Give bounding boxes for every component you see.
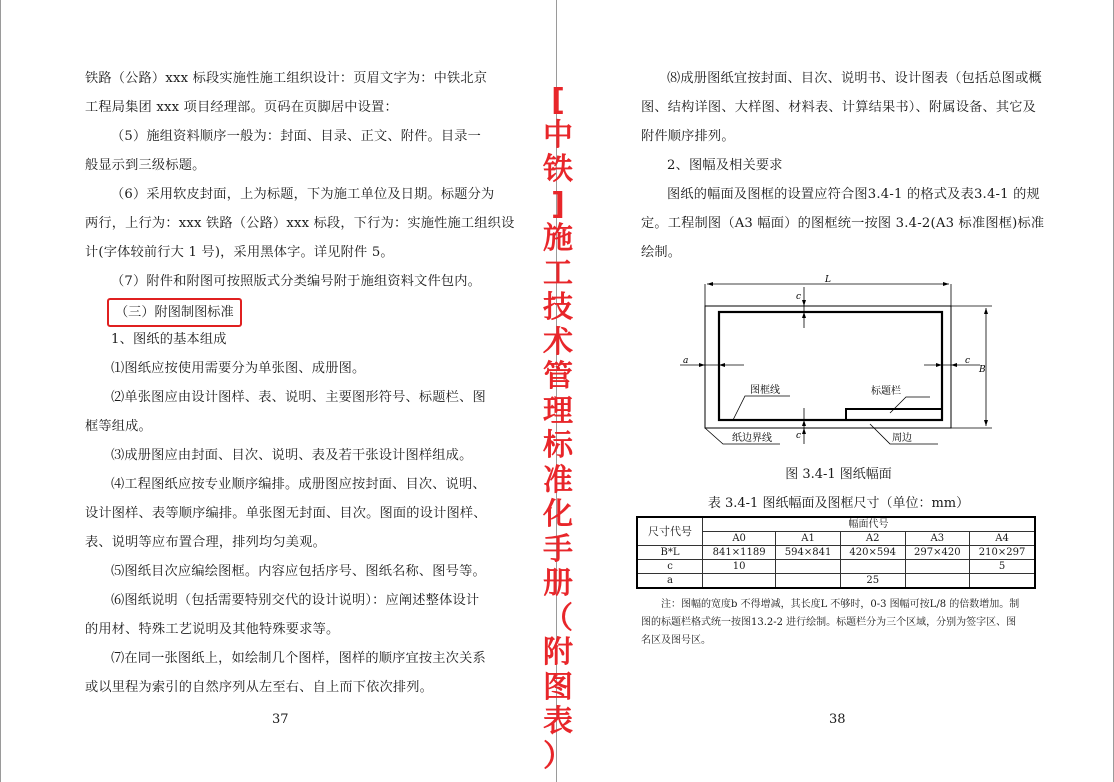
table-caption: 表 3.4-1 图纸幅面及图框尺寸（单位：mm）: [707, 496, 970, 511]
banner-char: 准: [543, 462, 573, 498]
row-label: c: [637, 560, 703, 574]
table-cell: 420×594: [840, 546, 905, 560]
banner-char: 中: [543, 117, 573, 153]
body-line: 计(字体较前行大 1 号)，采用黑体字。详见附件 5。: [85, 245, 394, 260]
table-cell: 297×420: [905, 546, 970, 560]
body-line: 工程局集团 xxx 项目经理部。页码在页脚居中设置：: [85, 100, 398, 115]
note-line: 图的标题栏格式统一按图13.2-2 进行绘制。标题栏分为三个区域，分别为签字区、图: [641, 617, 1017, 628]
body-line: ⑵单张图应由设计图样、表、说明、主要图形符号、标题栏、图: [111, 390, 486, 405]
body-line: 的用材、特殊工艺说明及其他特殊要求等。: [85, 622, 340, 637]
table-cell: [840, 560, 905, 574]
banner-char: 铁: [543, 152, 573, 187]
label-a: a: [683, 356, 689, 366]
label-c-bottom: c: [796, 431, 802, 441]
label-frame-line: 图框线: [750, 385, 780, 396]
body-line: 表、说明等应布置合理，排列均匀美观。: [85, 535, 326, 550]
note-line: 注：图幅的宽度b 不得增减，其长度L 不够时，0-3 图幅可按L/8 的倍数增加。制: [661, 599, 1020, 610]
label-B: B: [979, 365, 986, 375]
table-cell: [970, 574, 1035, 589]
table-cell: 5: [970, 560, 1035, 574]
banner-char: 表: [543, 704, 573, 739]
subsection-heading: 2、图幅及相关要求: [667, 158, 783, 173]
table-cell: 25: [840, 574, 905, 589]
figure-caption: 图 3.4-1 图纸幅面: [785, 467, 892, 482]
column-header: A4: [970, 532, 1035, 546]
page-number-left: 37: [272, 712, 289, 727]
banner-char: 标: [543, 428, 573, 463]
label-margin: 周边: [892, 433, 912, 444]
page-edge-left: [0, 0, 1, 782]
row-label: a: [637, 574, 703, 589]
banner-char: ]: [551, 186, 565, 222]
table-cell: [776, 560, 841, 574]
body-line: 绘制。: [641, 245, 682, 260]
body-line: 框等组成。: [85, 419, 152, 434]
label-paper-edge: 纸边界线: [732, 433, 772, 444]
title-block-outline: [846, 409, 942, 420]
body-line: ⑸图纸目次应编绘图框。内容应包括序号、图纸名称、图号等。: [111, 564, 486, 579]
table-cell: [905, 560, 970, 574]
highlighted-section-heading: （三）附图制图标准: [107, 298, 242, 327]
page-number-right: 38: [829, 712, 846, 727]
banner-char: 手: [543, 531, 573, 567]
body-line: ⑷工程图纸应按专业顺序编排。成册图应按封面、目次、说明、: [111, 477, 486, 492]
banner-char: [: [551, 83, 565, 118]
column-header: A1: [776, 532, 841, 546]
body-line: 铁路（公路）xxx 标段实施性施工组织设计：页眉文字为：中铁北京: [85, 71, 488, 86]
body-line: （6）采用软皮封面，上为标题，下为施工单位及日期。标题分为: [111, 187, 495, 202]
banner-char: 化: [543, 497, 573, 532]
table-row: [637, 574, 1035, 589]
manual-title-banner: [541, 84, 575, 774]
banner-char: （: [543, 600, 573, 636]
banner-char: 理: [543, 393, 573, 429]
table-cell: [776, 574, 841, 589]
body-line: ⑹图纸说明（包括需要特别交代的设计说明）：应阐述整体设计: [111, 593, 480, 608]
highlighted-heading-row: [85, 296, 477, 325]
table-row: [637, 546, 1035, 560]
banner-char: 施: [543, 221, 573, 256]
body-line: 设计图样、表等顺序编排。单张图无封面、目次。图面的设计图样、: [85, 506, 487, 521]
body-line: 图纸的幅面及图框的设置应符合图3.4-1 的格式及表3.4-1 的规: [667, 187, 1040, 202]
column-header: A3: [905, 532, 970, 546]
banner-char: 技: [543, 290, 573, 325]
table-cell: [703, 574, 776, 589]
drawing-frame-rect: [719, 312, 942, 420]
body-line: ⑶成册图应由封面、目次、说明、表及若干张设计图样组成。: [111, 448, 473, 463]
right-page: [641, 64, 1045, 267]
banner-char: 管: [543, 359, 573, 394]
column-header: A2: [840, 532, 905, 546]
banner-char: ）: [543, 738, 573, 774]
banner-char: 附: [543, 635, 573, 670]
body-line: ⑻成册图纸宜按封面、目次、说明书、设计图表（包括总图或概: [667, 71, 1042, 86]
row-label: B*L: [637, 546, 703, 560]
body-line: （5）施组资料顺序一般为：封面、目录、正文、附件。目录一: [111, 129, 482, 144]
label-L: L: [825, 275, 831, 285]
label-c-right: c: [965, 356, 971, 366]
banner-char: 工: [543, 255, 573, 291]
label-c-top: c: [796, 292, 802, 302]
body-line: ⑺在同一张图纸上，如绘制几个图样，图样的顺序宜按主次关系: [111, 651, 486, 666]
table-row: [637, 560, 1035, 574]
group-header-cell: 幅面代号: [703, 517, 1036, 532]
sheet-format-diagram: [680, 272, 1000, 462]
banner-char: 术: [543, 324, 573, 360]
sheet-size-table: [636, 516, 1036, 589]
table-cell: 594×841: [776, 546, 841, 560]
note-line: 名区及图号区。: [641, 635, 711, 646]
table-cell: 210×297: [970, 546, 1035, 560]
table-cell: 841×1189: [703, 546, 776, 560]
left-page: [85, 64, 515, 702]
body-line: 两行，上行为：xxx 铁路（公路）xxx 标段，下行为：实施性施工组织设: [85, 216, 515, 231]
body-line: 般显示到三级标题。: [85, 158, 206, 173]
label-title-block: 标题栏: [871, 386, 901, 397]
body-line: （7）附件和附图可按照版式分类编号附于施组资料文件包内。: [111, 274, 482, 289]
body-line: ⑴图纸应按使用需要分为单张图、成册图。: [111, 361, 366, 376]
banner-char: 图: [543, 669, 573, 705]
table-header-row: [637, 517, 1035, 532]
banner-char: 册: [543, 566, 573, 601]
column-header: A0: [703, 532, 776, 546]
table-note: [641, 596, 1036, 650]
table-cell: [905, 574, 970, 589]
row-header-cell: 尺寸代号: [637, 517, 703, 546]
body-line: 图、结构详图、大样图、材料表、计算结果书）、附属设备、其它及: [641, 100, 1037, 115]
body-line: 附件顺序排列。: [641, 129, 735, 144]
table-cell: 10: [703, 560, 776, 574]
subsection-heading: 1、图纸的基本组成: [111, 332, 227, 347]
body-line: 或以里程为索引的自然序列从左至右、自上而下依次排列。: [85, 680, 434, 695]
body-line: 定。工程制图（A3 幅面）的图框统一按图 3.4-2(A3 标准图框)标准: [641, 216, 1045, 231]
